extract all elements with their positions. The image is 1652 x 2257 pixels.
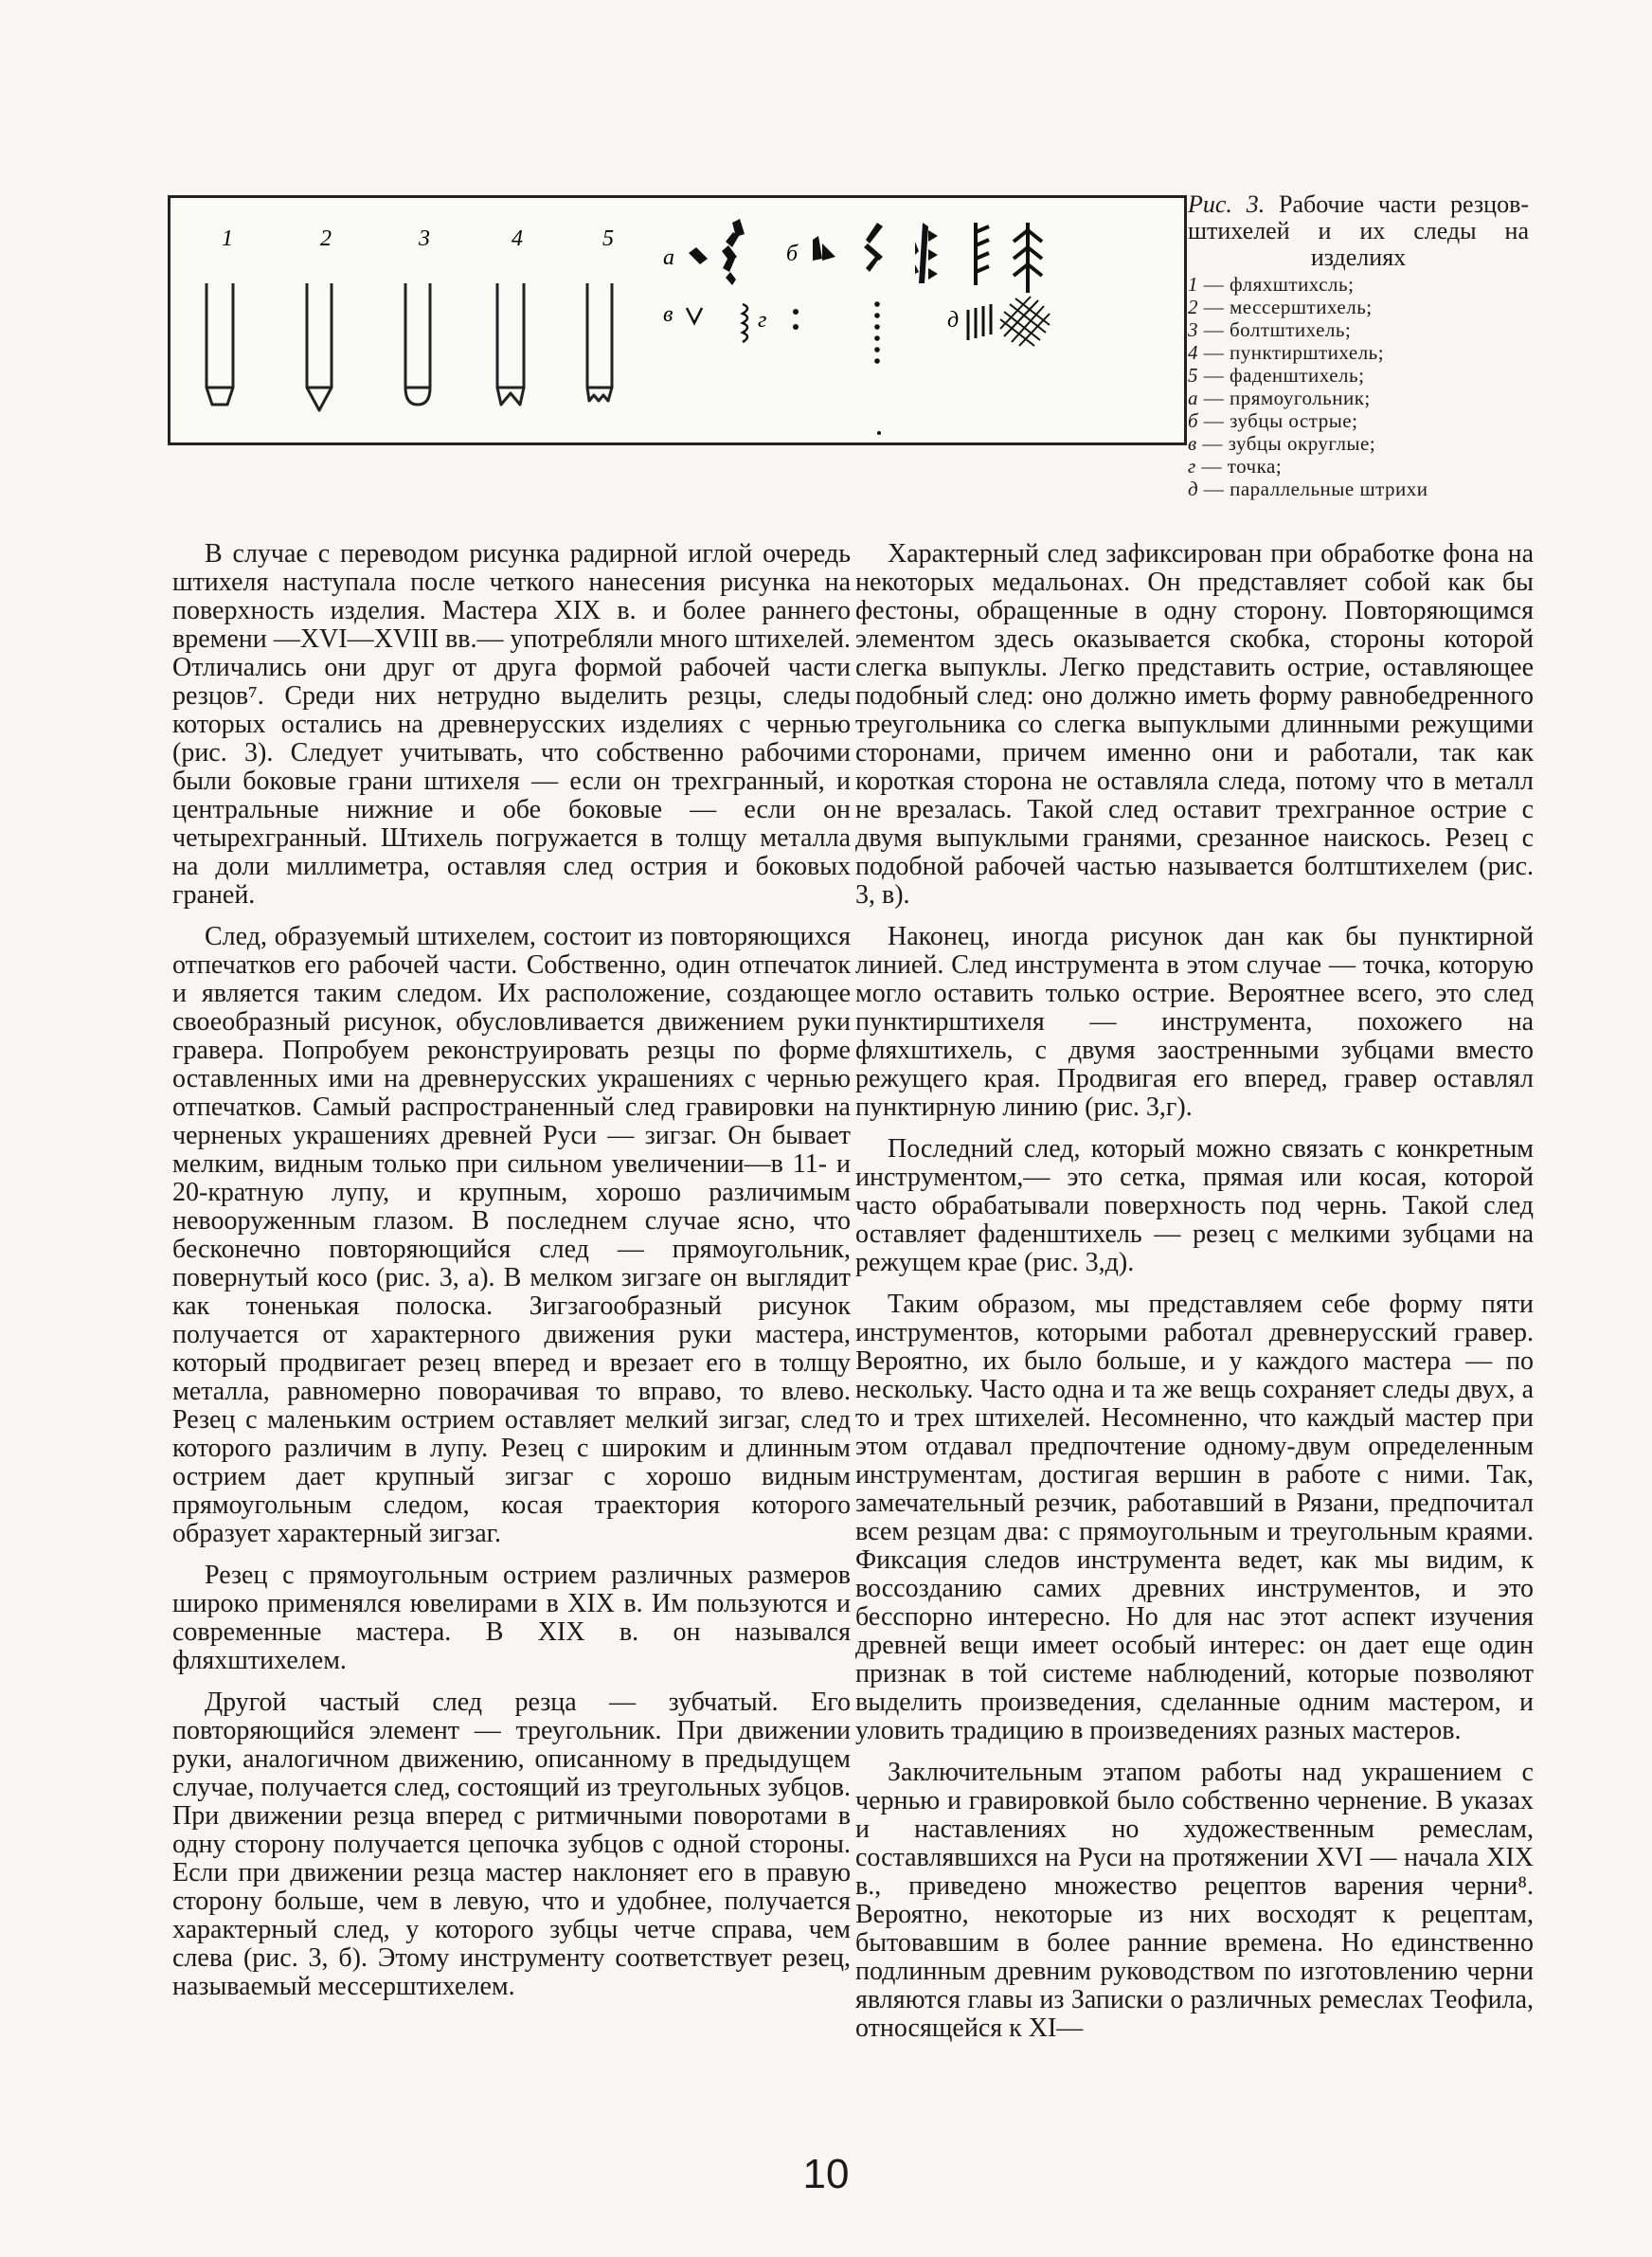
legend-item <box>1188 387 1529 409</box>
legend-item <box>1188 318 1529 341</box>
legend-text: — параллельные штрихи <box>1203 478 1428 500</box>
caption-title <box>1188 191 1529 271</box>
legend-key: в <box>1188 432 1197 455</box>
legend-key: 3 <box>1188 318 1198 341</box>
paragraph: Другой частый след резца — зубчатый. Его повторяющийся элемент — треугольник. При движении руки, аналогичном движению, описанному в предыдущем случае, получается след, состоящий из треугольных зубцов. При движении резца вперед с ритмичными поворотами в одну сторону получается цепочка зубцов с одной стороны. Если при движении резца мастер наклоняет его в правую сторону больше, чем в левую, что и удобнее, получается характерный след, у которого зубцы четче справа, чем слева (рис. 3, б). Этому инструменту соответствует резец, называемый мессерштихелем. <box>172 1688 851 2001</box>
tool-2-messerstichel <box>307 283 332 410</box>
legend-item <box>1188 409 1529 432</box>
legend-item <box>1188 273 1529 296</box>
legend-text: — зубцы округлые; <box>1202 432 1376 455</box>
legend-item <box>1188 478 1529 500</box>
legend-text: — прямоугольник; <box>1203 387 1371 409</box>
legend-key: 5 <box>1188 364 1198 387</box>
legend-item <box>1188 432 1529 455</box>
legend-text: — фаденштихель; <box>1203 364 1365 387</box>
legend-key: 1 <box>1188 273 1198 296</box>
legend-key: а <box>1188 387 1198 409</box>
page-number: 10 <box>802 2151 850 2197</box>
right-text-column <box>855 540 1534 2056</box>
caption-label: Рис. 3. <box>1188 190 1266 218</box>
legend-text: — болтштихель; <box>1203 318 1352 341</box>
legend-key: 4 <box>1188 341 1198 364</box>
legend-text: — зубцы острые; <box>1203 409 1358 432</box>
legend-key: г <box>1188 455 1196 478</box>
legend-item <box>1188 341 1529 364</box>
mark-a-rectangle <box>689 219 745 285</box>
paragraph: Наконец, иногда рисунок дан как бы пунктирной линией. След инструмента в этом случае — точка, которую могло оставить только острие. Вероятнее всего, это след пунктирштихеля — инструмента, похожего на фляхштихель, с двумя заостренными зубцами вместо режущего края. Продвигая его вперед, гравер оставлял пунктирную линию (рис. 3,г). <box>855 922 1534 1122</box>
legend-item <box>1188 364 1529 387</box>
legend-text: — фляхштихсль; <box>1203 273 1355 296</box>
tool-number-2: 2 <box>320 226 332 251</box>
legend-key: д <box>1188 478 1199 500</box>
mark-letter-a: а <box>663 245 674 270</box>
legend-item <box>1188 296 1529 318</box>
mark-letter-b: б <box>786 242 799 266</box>
legend-key: 2 <box>1188 296 1198 318</box>
paragraph: След, образуемый штихелем, состоит из повторяющихся отпечатков его рабочей части. Собственно, один отпечаток и является таким следом. Их расположение, создающее своеобразный рисунок, обусловливается движением руки гравера. Попробуем реконструировать резцы по форме оставленных ими на древнерусских украшениях с чернью отпечатков. Самый распространенный след гравировки на черненых украшениях древней Руси — зигзаг. Он бывает мелким, видным только при сильном увеличении—в 11- и 20-кратную лупу, и крупным, хорошо различимым невооруженным глазом. В последнем случае ясно, что бесконечно повторяющийся след — прямоугольник, повернутый косо (рис. 3, а). В мелком зигзаге он выглядит как тоненькая полоска. Зигзагообразный рисунок получается от характерного движения руки мастера, который продвигает резец вперед и врезает его в толщу металла, равномерно поворачивая то вправо, то влево. Резец с маленьким острием оставляет мелкий зигзаг, след которого различим в лупу. Резец с широким и длинным острием дает крупный зигзаг с хорошо видным прямоугольным следом, косая траектория которого образует характерный зигзаг. <box>172 922 851 1548</box>
mark-b-sharp-teeth <box>813 223 938 283</box>
mark-fishbone <box>976 223 1042 293</box>
left-text-column <box>172 540 851 2014</box>
legend-text: — мессерштихель; <box>1203 296 1373 318</box>
mark-d-parallel-lines <box>968 304 991 340</box>
legend-key: б <box>1188 409 1199 432</box>
mark-d-mesh <box>1000 297 1050 346</box>
figure-drawing <box>171 198 1184 442</box>
mark-g-dots <box>793 301 880 364</box>
paragraph: Таким образом, мы представляем себе форму пяти инструментов, которыми работал древнерусский гравер. Вероятно, их было больше, и у каждого мастера — по нескольку. Часто одна и та же вещь сохраняет следы двух, а то и трех штихелей. Несомненно, что каждый мастер при этом отдавал предпочтение одному-двум определенным инструментам, достигая вершин в работе с ними. Так, замечательный резчик, работавший в Рязани, предпочитал всем резцам два: с прямоугольным и треугольным краями. Фиксация следов инструмента ведет, как мы видим, к воссозданию самих древних инструментов, и это бесспорно интересно. Но для нас этот аспект изучения древней вещи имеет особый интерес: он дает еще один признак в той системе наблюдений, которые позволяют выделить произведения, сделанные одним мастером, и уловить традицию в произведениях разных мастеров. <box>855 1290 1534 1745</box>
paragraph: В случае с переводом рисунка радирной иглой очередь штихеля наступала после четкого нанесения рисунка на поверхность изделия. Мастера XIX в. и более раннего времени —XVI—XVIII вв.— употребляли много штихелей. Отличались они друг от друга формой рабочей части резцов⁷. Среди них нетрудно выделить резцы, следы которых остались на древнерусских изделиях с чернью (рис. 3). Следует учитывать, что собственно рабочими были боковые грани штихеля — если он трехгранный, и центральные нижние и обе боковые — если он четырехгранный. Штихель погружается в толщу металла на доли миллиметра, оставляя след острия и боковых граней. <box>172 539 851 910</box>
tool-number-1: 1 <box>222 226 233 251</box>
paragraph: Последний след, который можно связать с конкретным инструментом,— это сетка, прямая или косая, которой часто обрабатывали поверхность под чернь. Такой след оставляет фаденштихель — резец с мелкими зубцами на режущем крае (рис. 3,д). <box>855 1134 1534 1277</box>
mark-letter-d: д <box>947 308 960 333</box>
paragraph: Характерный след зафиксирован при обработке фона на некоторых медальонах. Он представляет собой как бы фестоны, обращенные в одну сторону. Повторяющимся элементом здесь оказывается скобка, стороны которой слегка выпуклы. Легко представить острие, оставляющее подобный след: оно должно иметь форму равнобедренного треугольника со слегка выпуклыми длинными режущими сторонами, причем именно они и работали, так как короткая сторона не оставляла следа, потому что в металл не врезалась. Такой след оставит трехгранное острие с двумя выпуклыми гранями, срезанное наискось. Резец с подобной рабочей частью называется болтштихелем (рис. 3, в). <box>855 539 1534 910</box>
mark-v-rounded-teeth <box>687 304 747 342</box>
paragraph: Заключительным этапом работы над украшением с чернью и гравировкой было собственно чернение. В указах и наставлениях но художественным ремеслам, составлявшихся на Руси на протяжении XVI — начала XIX в., приведено множество рецептов варения черни⁸. Вероятно, некоторые из них восходят к рецептам, бытовавшим в более ранние времена. Но единственно подлинным древним руководством по изготовлению черни являются главы из Записки о различных ремеслах Теофила, относящейся к XI— <box>855 1758 1534 2043</box>
tool-number-4: 4 <box>512 226 523 251</box>
tool-number-5: 5 <box>602 226 614 251</box>
paragraph: Резец с прямоугольным острием различных размеров широко применялся ювелирами в XIX в. Им пользуются и современные мастера. В XIX в. он назывался фляхштихелем. <box>172 1561 851 1675</box>
tool-5-fadenstichel <box>587 283 612 401</box>
figure-3-engraving-tools <box>168 195 1187 445</box>
legend-item <box>1188 455 1529 478</box>
mark-letter-v: в <box>663 302 673 327</box>
caption-text: Рабочие части резцов-штихелей и их следы на изделиях <box>1188 190 1530 271</box>
legend-text: — точка; <box>1201 455 1283 478</box>
legend-text: — пунктирштихель; <box>1203 341 1385 364</box>
tool-number-3: 3 <box>419 226 430 251</box>
mark-letter-g: г <box>758 308 767 333</box>
figure-caption <box>1188 191 1529 500</box>
